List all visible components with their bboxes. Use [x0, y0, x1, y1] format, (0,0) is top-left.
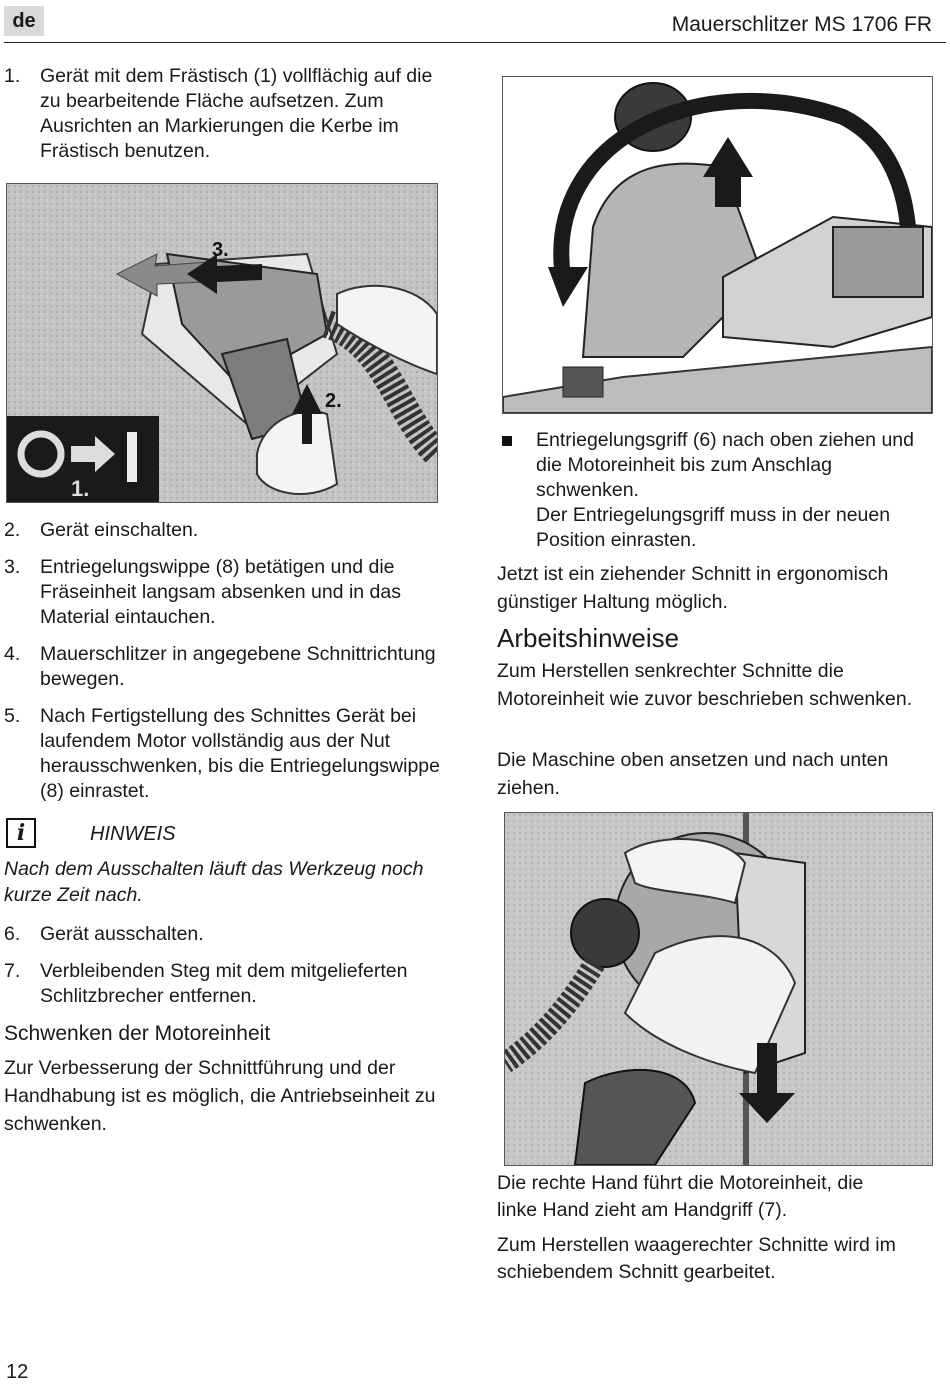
bullet-text-1: Entriegelungsgriff (6) nach oben ziehen und die Motoreinheit bis zum Anschlag schwenken. — [536, 429, 914, 501]
step-5 — [4, 704, 444, 804]
step-number: 2. — [4, 519, 21, 541]
hinweis-title: HINWEIS — [90, 823, 176, 845]
step-number: 6. — [4, 923, 21, 945]
step-text: Nach Fertigstellung des Schnittes Gerät bei laufendem Motor vollständig aus der Nut herausschwenken, bis die Entriegelungswippe (8) einrastet. — [40, 705, 440, 802]
on-symbol-icon — [127, 432, 137, 482]
step-number: 1. — [4, 65, 21, 87]
step-text: Entriegelungswippe (8) betätigen und die Fräseinheit langsam absenken und in das Material eintauchen. — [40, 556, 401, 628]
steps-6-7 — [4, 922, 444, 1009]
section-text-schwenken: Zur Verbesserung der Schnittführung und der Handhabung ist es möglich, die Antriebseinheit zu schwenken. — [4, 1057, 436, 1135]
figure-motor-swivel — [502, 76, 933, 414]
figure-device-placement — [6, 183, 438, 503]
info-icon: i — [6, 818, 36, 848]
label-step-3: 3. — [212, 239, 229, 261]
step-number: 3. — [4, 556, 21, 578]
motor-swivel-illustration — [503, 77, 932, 413]
step-3 — [4, 555, 444, 630]
step-7 — [4, 959, 444, 1009]
section-heading-schwenken: Schwenken der Motoreinheit — [4, 1022, 271, 1045]
caption-hands: Die rechte Hand führt die Motoreinheit, die linke Hand zieht am Handgriff (7). — [497, 1172, 864, 1221]
step-number: 5. — [4, 705, 21, 727]
handle-knob — [571, 899, 639, 967]
device-placement-illustration — [7, 184, 437, 502]
language-tag: de — [4, 6, 44, 36]
paragraph-start-top: Die Maschine oben ansetzen und nach unten ziehen. — [497, 749, 889, 799]
paragraph-vertical-cuts: Zum Herstellen senkrechter Schnitte die Motoreinheit wie zuvor beschrieben schwenken. — [497, 660, 913, 710]
step-1 — [4, 64, 444, 164]
section-heading-arbeitshinweise: Arbeitshinweise — [497, 623, 680, 653]
steps-2-5 — [4, 518, 444, 804]
bullet-item-swivel — [500, 428, 940, 553]
page-number: 12 — [6, 1361, 29, 1383]
step-text: Mauerschlitzer in angegebene Schnittrichtung bewegen. — [40, 643, 436, 690]
step-6 — [4, 922, 444, 947]
document-title: Mauerschlitzer MS 1706 FR — [671, 13, 932, 36]
step-4 — [4, 642, 444, 692]
label-step-2: 2. — [325, 390, 342, 412]
bullet-square-icon — [502, 436, 512, 446]
figure-vertical-cut — [504, 812, 933, 1166]
label-step-1: 1. — [71, 476, 90, 501]
step-number: 4. — [4, 643, 21, 665]
caption-horizontal-cuts: Zum Herstellen waagerechter Schnitte wird im schiebendem Schnitt gearbeitet. — [497, 1234, 896, 1283]
bullet-text-2: Der Entriegelungsgriff muss in der neuen Position einrasten. — [536, 504, 891, 551]
step-text: Verbleibenden Steg mit dem mitgelieferten Schlitzbrecher entfernen. — [40, 960, 408, 1007]
step-text: Gerät einschalten. — [40, 519, 199, 541]
header-divider — [4, 42, 946, 43]
hinweis-text: Nach dem Ausschalten läuft das Werkzeug noch kurze Zeit nach. — [4, 858, 424, 906]
vertical-cut-illustration — [505, 813, 932, 1165]
step-text: Gerät ausschalten. — [40, 923, 204, 945]
paragraph-ergonomic: Jetzt ist ein ziehender Schnitt in ergonomisch günstiger Haltung möglich. — [497, 563, 889, 613]
step-text: Gerät mit dem Frästisch (1) vollflächig auf die zu bearbeitende Fläche aufsetzen. Zum Ausrichten an Markierungen die Kerbe im Frästisch benutzen. — [40, 65, 433, 162]
step-2 — [4, 518, 444, 543]
step-number: 7. — [4, 960, 21, 982]
